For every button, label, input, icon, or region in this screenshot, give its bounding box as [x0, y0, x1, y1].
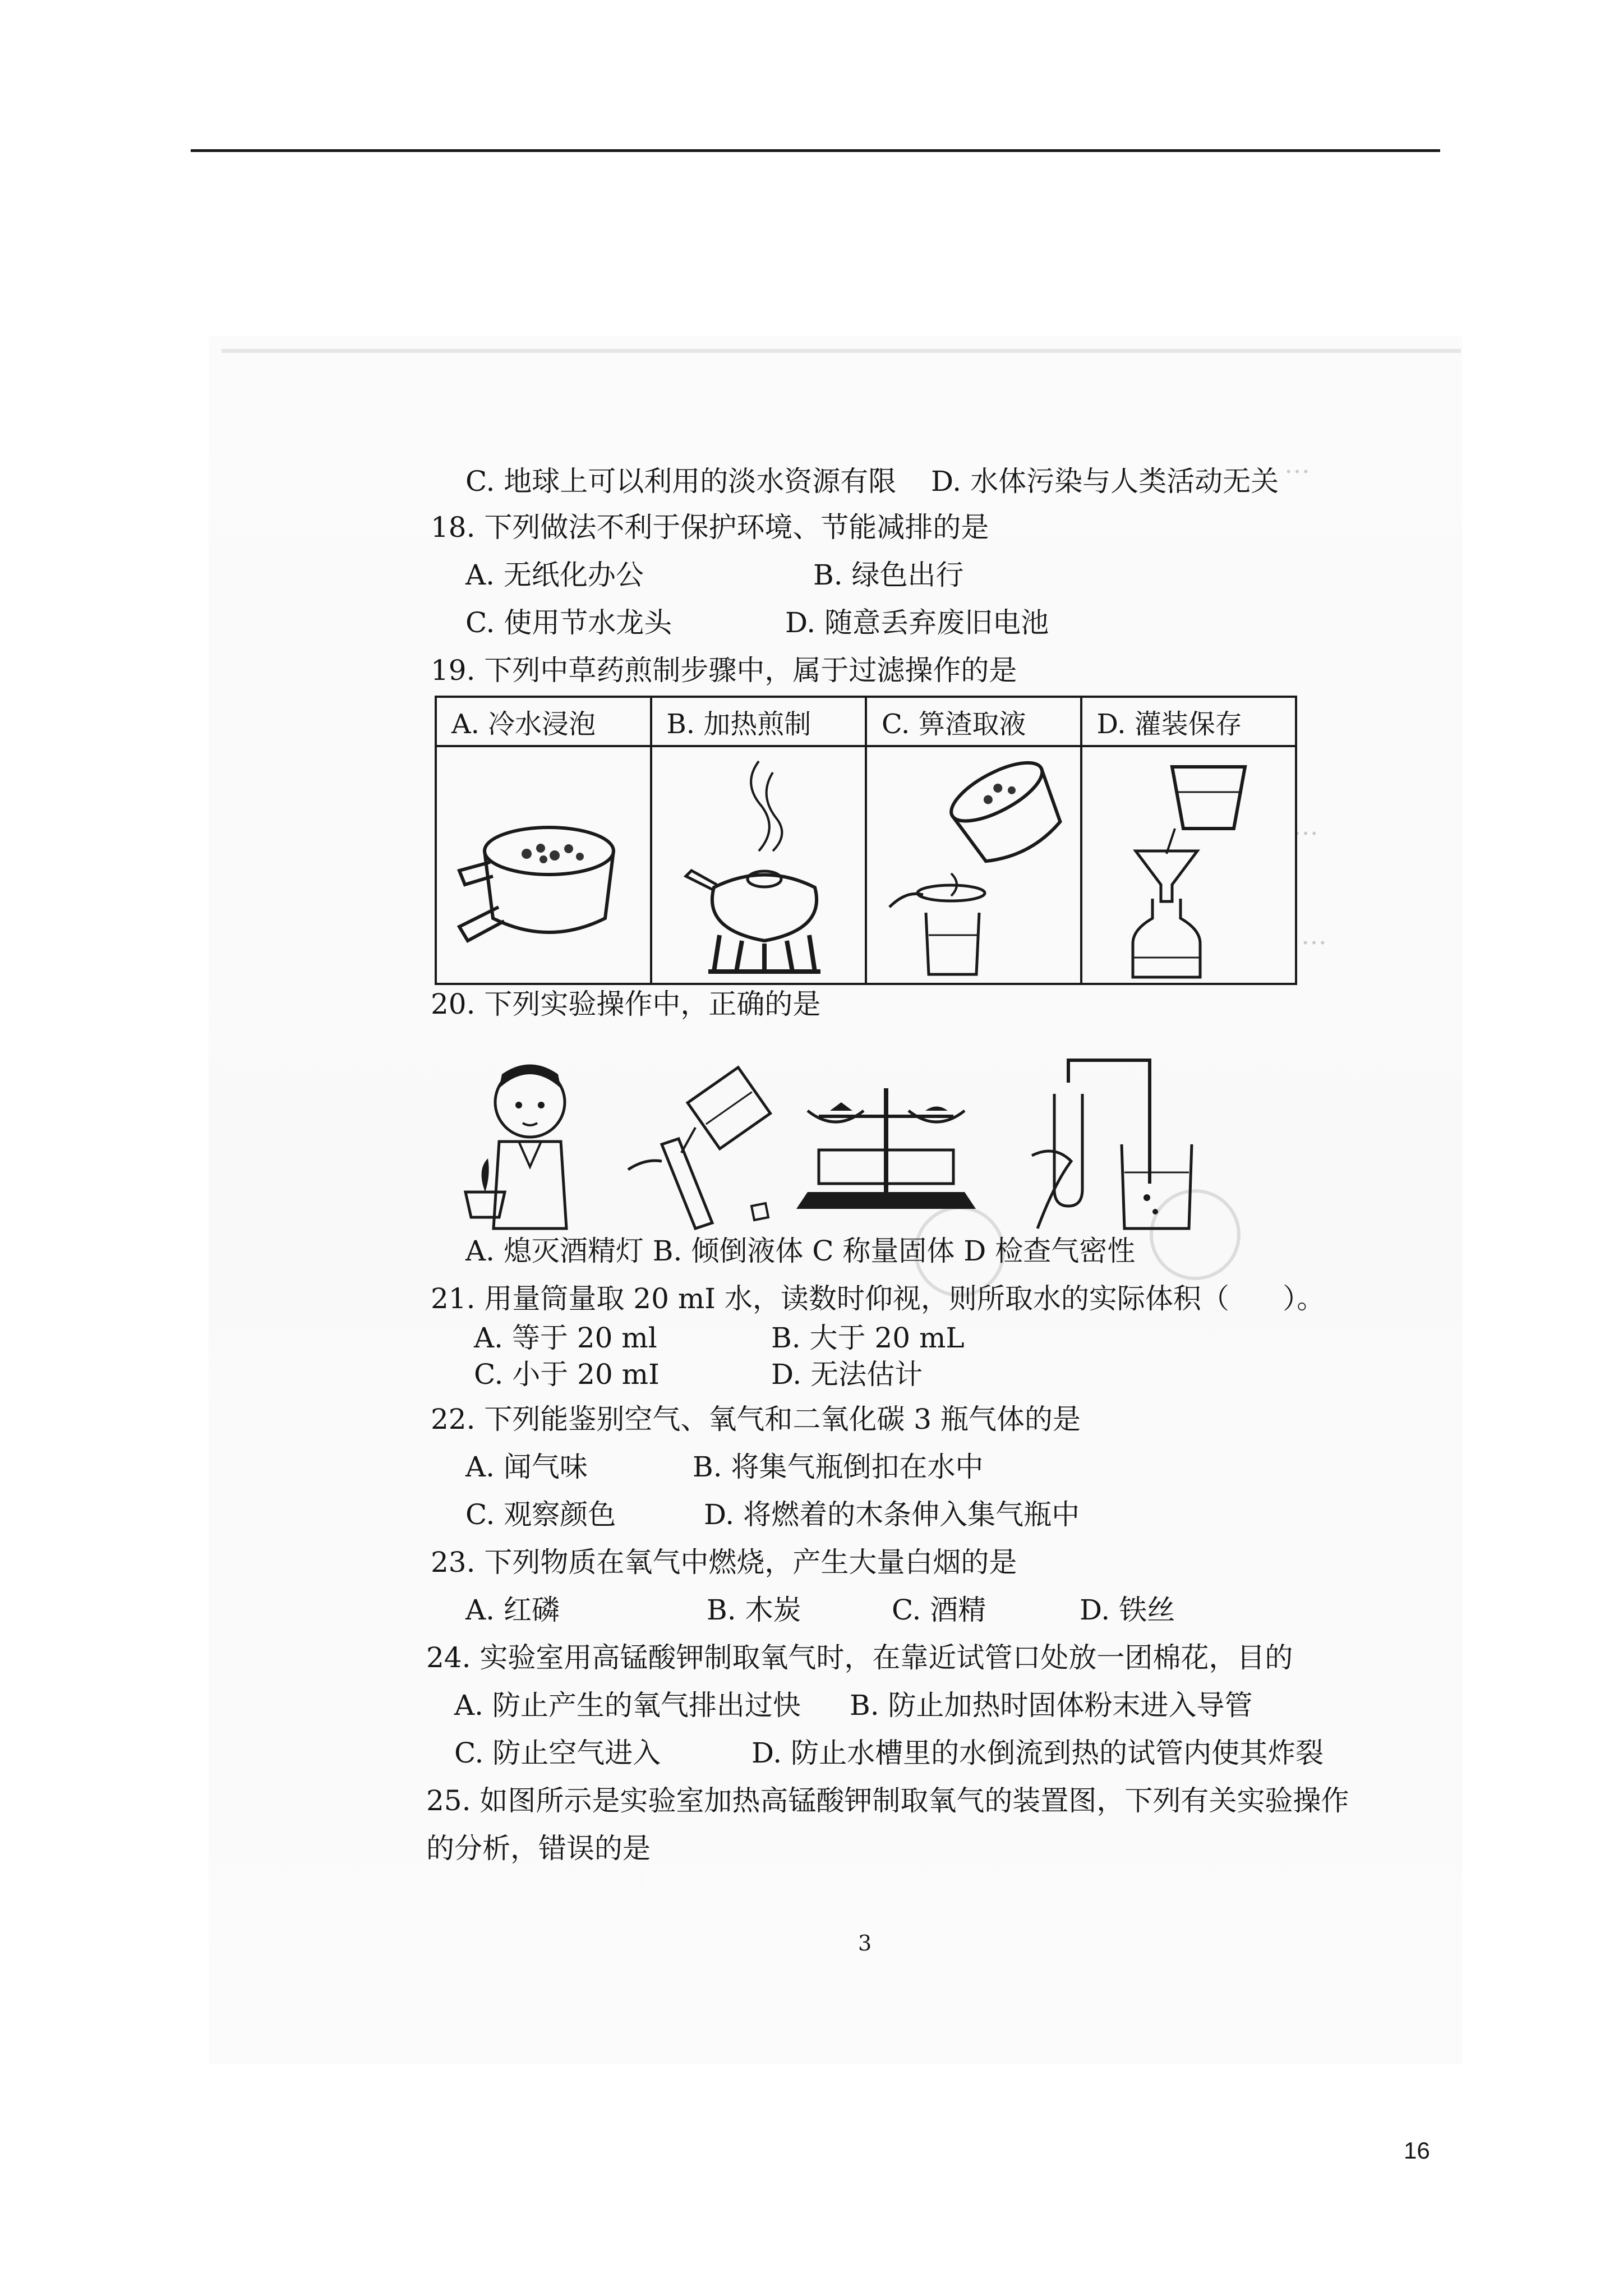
q19-image-a	[436, 746, 651, 984]
soaking-pot-illustration	[437, 750, 650, 980]
q19-stem: 19. 下列中草药煎制步骤中，属于过滤操作的是	[431, 654, 1017, 687]
q23-option-c: C. 酒精	[892, 1594, 986, 1626]
q17-option-d: D. 水体污染与人类活动无关	[931, 465, 1279, 498]
q22-stem: 22. 下列能鉴别空气、氧气和二氧化碳 3 瓶气体的是	[431, 1403, 1081, 1435]
q23-stem: 23. 下列物质在氧气中燃烧，产生大量白烟的是	[431, 1546, 1017, 1579]
q23-option-b: B. 木炭	[707, 1594, 801, 1626]
q23-option-d: D. 铁丝	[1080, 1594, 1175, 1626]
header-rule	[191, 149, 1440, 152]
q18-stem: 18. 下列做法不利于保护环境、节能减排的是	[431, 511, 989, 544]
airtightness-check-icon	[1032, 1060, 1192, 1228]
q19-image-d	[1081, 746, 1297, 984]
q19-header-b: B. 加热煎制	[651, 697, 866, 746]
q19-header-c: C. 箅渣取液	[866, 697, 1081, 746]
q22-option-a: A. 闻气味	[465, 1451, 588, 1483]
q19-image-b	[651, 746, 866, 984]
lab-operations-illustrations	[460, 1049, 1245, 1234]
q22-option-d: D. 将燃着的木条伸入集气瓶中	[704, 1498, 1080, 1531]
boiling-pot-illustration	[652, 750, 865, 980]
q18-option-d: D. 随意丢弃废旧电池	[785, 606, 1049, 639]
q24-option-d: D. 防止水槽里的水倒流到热的试管内使其炸裂	[751, 1737, 1324, 1769]
q20-options: A. 熄灭酒精灯 B. 倾倒液体 C 称量固体 D 检查气密性	[465, 1235, 1136, 1267]
balance-scale-icon	[796, 1088, 976, 1209]
straining-illustration	[867, 750, 1080, 980]
q25-stem-line2: 的分析，错误的是	[426, 1832, 651, 1865]
boy-blowing-lamp-icon	[465, 1065, 566, 1229]
q22-option-c: C. 观察颜色	[465, 1498, 616, 1531]
q21-option-b: B. 大于 20 mL	[771, 1322, 965, 1354]
q19-herbal-steps-table	[435, 696, 1297, 985]
bottling-illustration	[1082, 750, 1295, 980]
q18-option-a: A. 无纸化办公	[465, 559, 644, 591]
pouring-liquid-icon	[628, 1068, 771, 1228]
q20-operations-figure	[460, 1049, 1245, 1234]
q22-option-b: B. 将集气瓶倒扣在水中	[693, 1451, 984, 1483]
q18-option-c: C. 使用节水龙头	[465, 606, 672, 639]
q24-option-c: C. 防止空气进入	[454, 1737, 661, 1769]
page-number: 16	[1404, 2137, 1430, 2164]
bleed-through: …	[1301, 920, 1330, 950]
bleed-through: …	[1284, 449, 1313, 479]
q19-header-d: D. 灌装保存	[1081, 697, 1297, 746]
q20-stem: 20. 下列实验操作中，正确的是	[431, 988, 821, 1020]
q21-option-c: C. 小于 20 mI	[474, 1358, 660, 1391]
q19-header-a: A. 冷水浸泡	[436, 697, 651, 746]
q21-stem: 21. 用量筒量取 20 mI 水，读数时仰视，则所取水的实际体积（ ）。	[431, 1282, 1325, 1315]
scan-page-number: 3	[858, 1931, 872, 1955]
q25-stem-line1: 25. 如图所示是实验室加热高锰酸钾制取氧气的装置图，下列有关实验操作	[426, 1784, 1349, 1817]
q19-image-c	[866, 746, 1081, 984]
q21-option-d: D. 无法估计	[771, 1358, 923, 1391]
q24-option-a: A. 防止产生的氧气排出过快	[454, 1689, 801, 1722]
q21-option-a: A. 等于 20 ml	[474, 1322, 657, 1354]
q17-option-c: C. 地球上可以利用的淡水资源有限	[465, 465, 897, 498]
bleed-through: …	[1293, 811, 1322, 841]
q24-option-b: B. 防止加热时固体粉末进入导管	[850, 1689, 1253, 1722]
scan-edge-line	[222, 349, 1461, 353]
q24-stem: 24. 实验室用高锰酸钾制取氧气时，在靠近试管口处放一团棉花，目的	[426, 1641, 1293, 1674]
q18-option-b: B. 绿色出行	[813, 559, 964, 591]
q23-option-a: A. 红磷	[465, 1594, 560, 1626]
